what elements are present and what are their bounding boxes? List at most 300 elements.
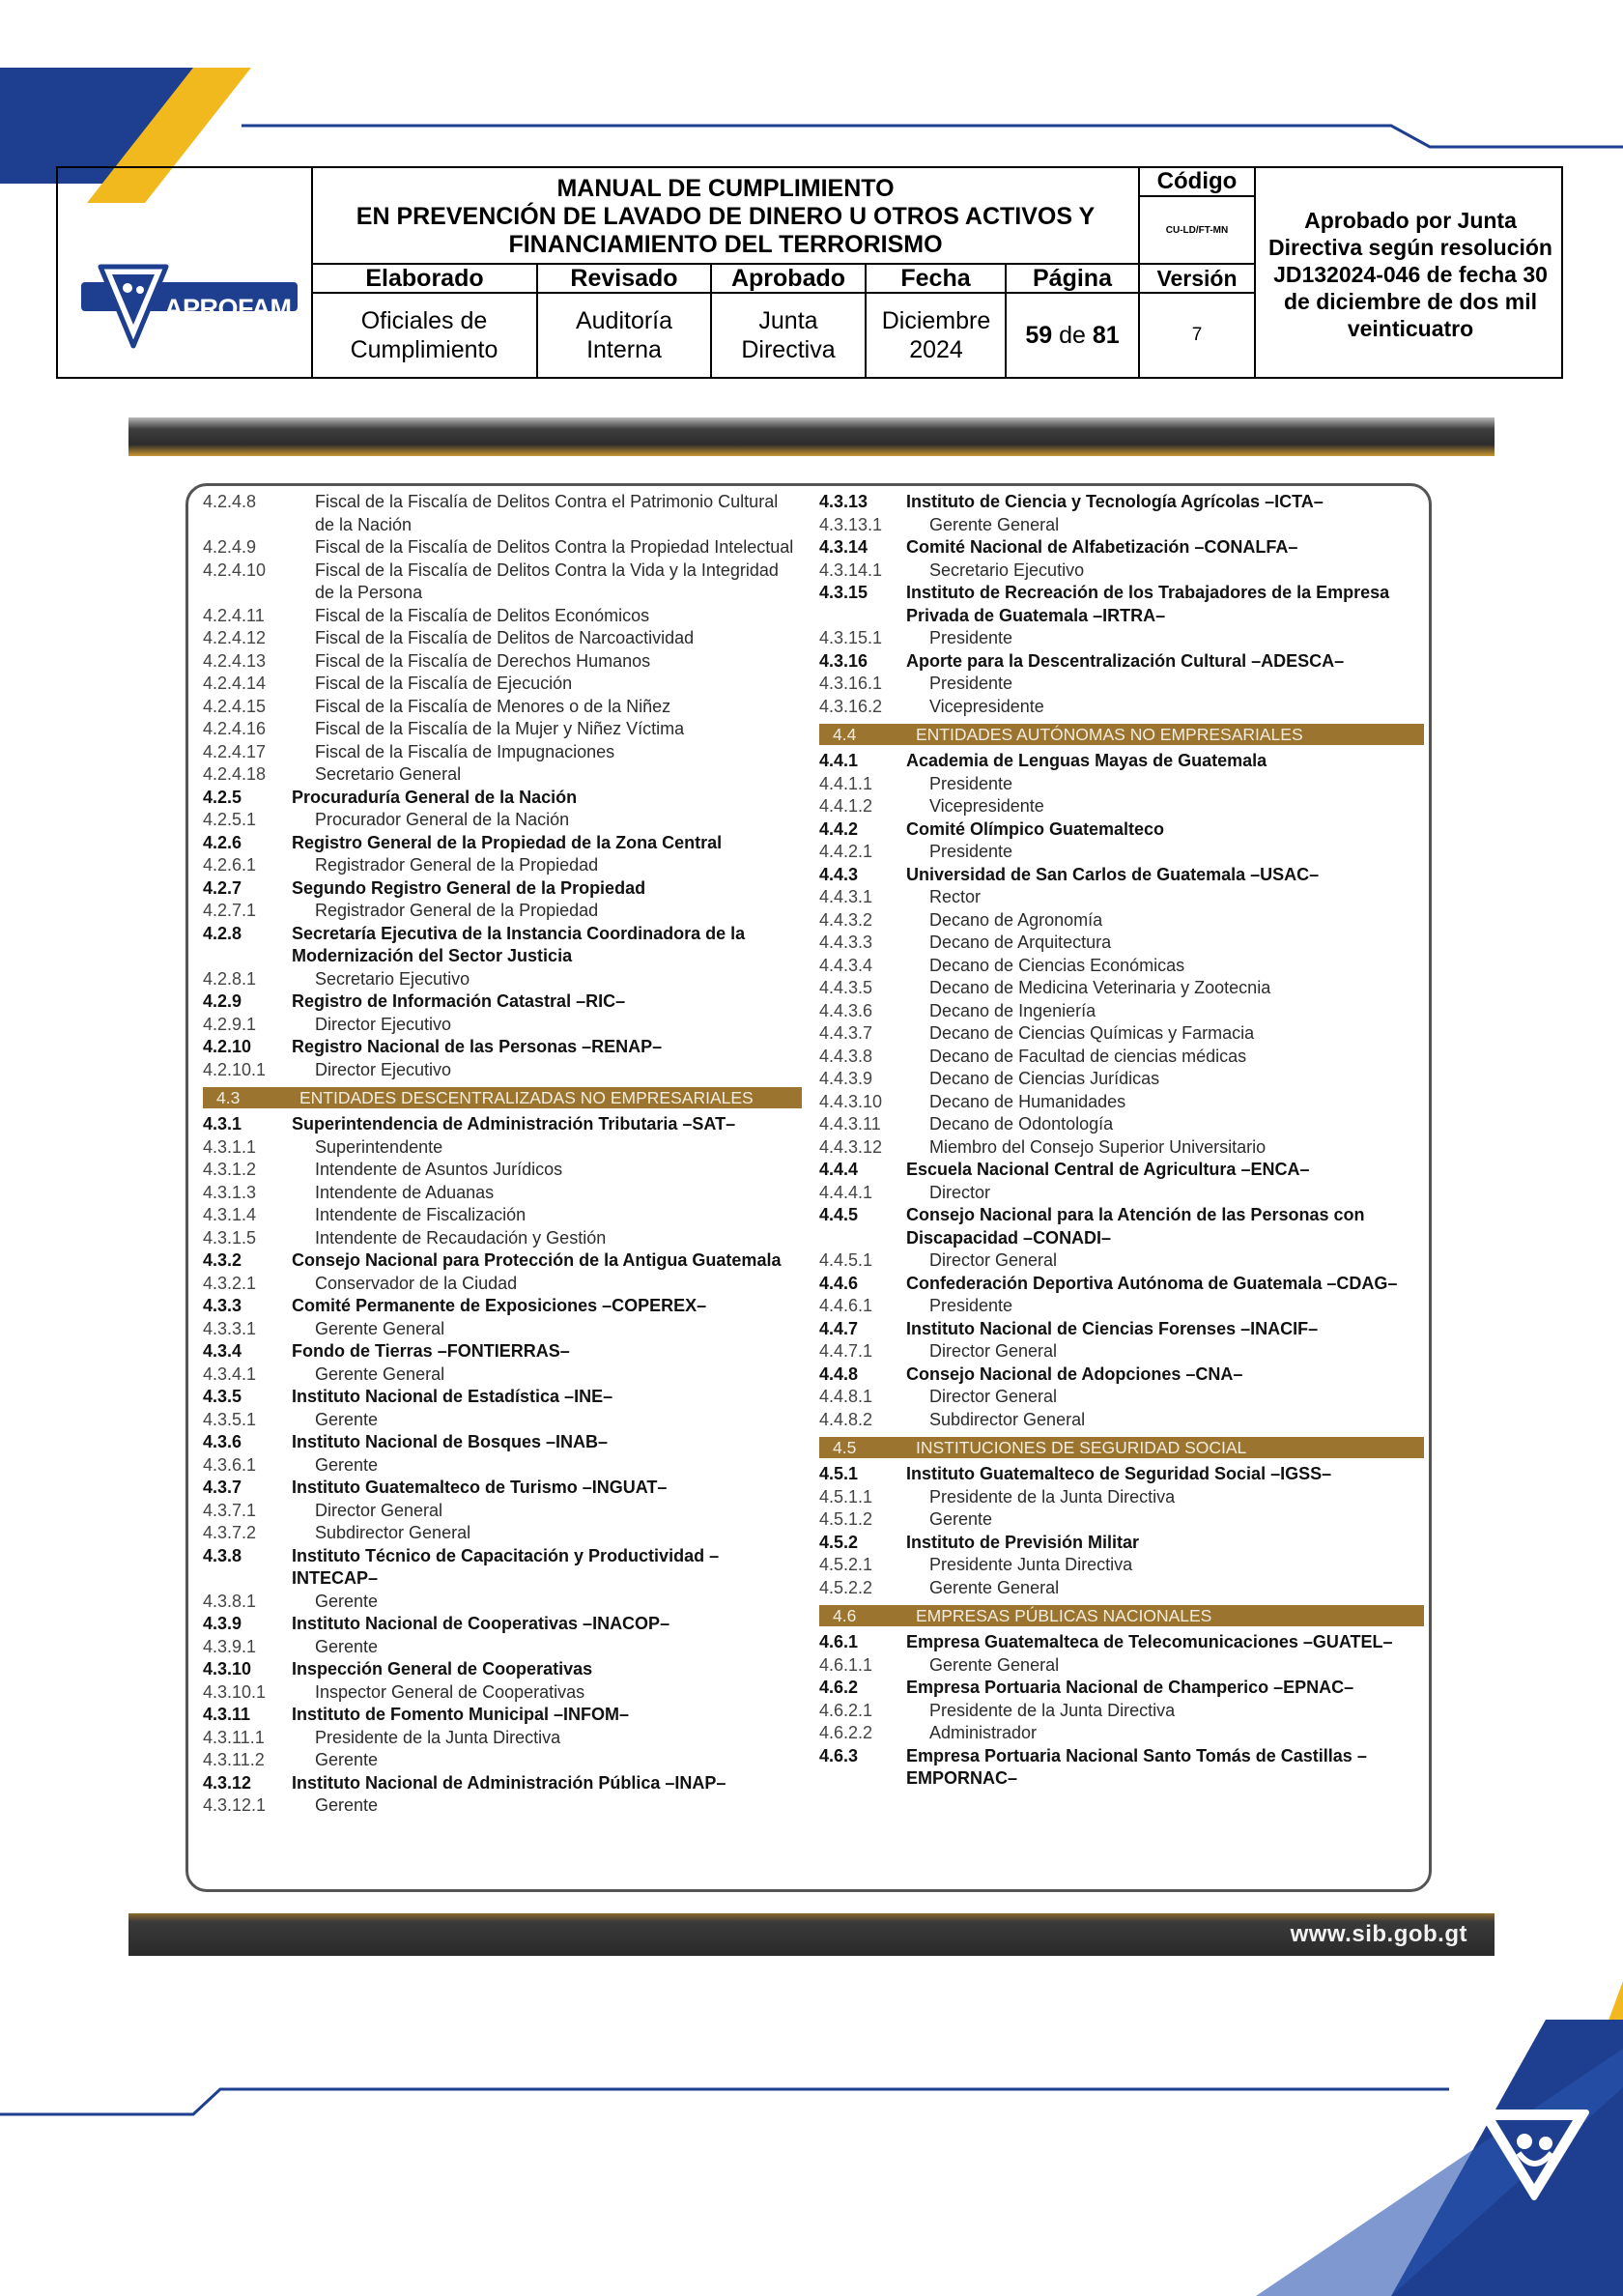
document-header-table — [56, 166, 1563, 379]
bottom-rule-line — [0, 2089, 1449, 2114]
item-number: 4.4.3.10 — [819, 1091, 883, 1111]
item-number: 4.3.15 — [819, 583, 868, 602]
position-item — [203, 1204, 802, 1227]
item-number: 4.4.8.2 — [819, 1409, 873, 1429]
position-item — [819, 773, 1424, 796]
item-number: 4.3.13 — [819, 492, 868, 511]
item-number: 4.2.7.1 — [203, 901, 257, 920]
item-number: 4.5.1.2 — [819, 1509, 873, 1529]
col-revisado-label: Revisado — [570, 264, 678, 292]
entity-item — [819, 818, 1424, 842]
position-item — [819, 1113, 1424, 1136]
item-number: 4.4.7 — [819, 1318, 859, 1338]
item-text: Escuela Nacional Central de Agricultura –ENCA– — [906, 1160, 1310, 1179]
item-number: 4.3.15.1 — [819, 628, 883, 647]
title-line-2: EN PREVENCIÓN DE LAVADO DE DINERO U OTROS ACTIVOS Y — [356, 202, 1096, 230]
item-number: 4.2.10 — [203, 1037, 252, 1056]
aprofam-emblem-icon — [1476, 2107, 1592, 2203]
item-number: 4.2.5.1 — [203, 810, 257, 829]
item-number: 4.3.12 — [203, 1772, 252, 1793]
position-item — [819, 1091, 1424, 1114]
item-text: Gerente General — [929, 514, 1060, 534]
item-number: 4.3.11 — [203, 1705, 251, 1724]
item-number: 4.4.1.2 — [819, 796, 873, 816]
position-item — [819, 627, 1424, 650]
item-text: Decano de Ciencias Jurídicas — [929, 1069, 1160, 1088]
item-text: Empresa Guatemalteca de Telecomunicaciones –GUATEL– — [906, 1632, 1393, 1651]
position-item — [203, 763, 802, 787]
item-text: Procurador General de la Nación — [315, 810, 570, 829]
item-number: 4.3.9.1 — [203, 1636, 257, 1656]
position-item — [819, 1486, 1424, 1509]
position-item — [819, 932, 1424, 955]
item-text: Secretario Ejecutivo — [929, 560, 1085, 580]
item-text: Empresa Portuaria Nacional de Champerico –EPNAC– — [906, 1678, 1354, 1697]
entity-item — [203, 1249, 802, 1273]
item-text: Instituto Guatemalteco de Turismo –INGUAT– — [292, 1478, 668, 1497]
item-number: 4.4.3.5 — [819, 978, 873, 997]
entity-item — [819, 650, 1424, 674]
title-line-3: FINANCIAMIENTO DEL TERRORISMO — [508, 230, 943, 258]
item-text: Segundo Registro General de la Propiedad — [292, 877, 646, 898]
manual-title — [313, 170, 1138, 263]
col-revisado-value: Auditoría Interna — [575, 307, 673, 363]
item-text: Subdirector General — [929, 1409, 1086, 1429]
approval-note: Aprobado por Junta Directiva según resolución JD132024-046 de fecha 30 de diciembre de dos mil veinticuatro — [1268, 208, 1552, 341]
entity-item — [819, 1532, 1424, 1555]
item-text: Presidente — [929, 1296, 1013, 1315]
position-item — [203, 1500, 802, 1523]
position-item — [819, 977, 1424, 1000]
position-item — [203, 1227, 802, 1250]
section-header — [819, 1605, 1424, 1626]
section-number: 4.4 — [833, 725, 857, 744]
section-title: INSTITUCIONES DE SEGURIDAD SOCIAL — [916, 1438, 1247, 1457]
item-number: 4.4.3.4 — [819, 955, 873, 975]
item-number: 4.4.3.8 — [819, 1046, 873, 1066]
item-text: Decano de Arquitectura — [929, 933, 1112, 952]
item-text: Consejo Nacional de Adopciones –CNA– — [906, 1363, 1243, 1384]
item-text: Intendente de Aduanas — [315, 1182, 495, 1202]
item-text: Presidente — [929, 674, 1013, 693]
item-text: Academia de Lenguas Mayas de Guatemala — [906, 751, 1267, 770]
item-text: Intendente de Recaudación y Gestión — [315, 1227, 607, 1248]
section-header — [819, 1437, 1424, 1458]
item-number: 4.4.5.1 — [819, 1250, 873, 1270]
item-text: Fiscal de la Fiscalía de Delitos Contra el Patrimonio Cultural de la Nación — [315, 492, 779, 534]
item-text: Instituto de Previsión Militar — [906, 1532, 1140, 1552]
item-text: Vicepresidente — [929, 796, 1044, 816]
item-number: 4.4.3.7 — [819, 1023, 873, 1043]
item-number: 4.2.6 — [203, 832, 242, 852]
item-text: Empresa Portuaria Nacional Santo Tomás de Castillas –EMPORNAC– — [906, 1745, 1367, 1788]
position-item — [819, 1508, 1424, 1532]
item-number: 4.6.1 — [819, 1632, 859, 1651]
item-number: 4.3.1.1 — [203, 1136, 257, 1157]
item-text: Presidente — [929, 842, 1013, 861]
top-rule-line — [242, 126, 1623, 147]
item-number: 4.3.9 — [203, 1614, 242, 1633]
item-text: Fiscal de la Fiscalía de Delitos Contra la Propiedad Intelectual — [315, 537, 794, 557]
left-column — [203, 491, 802, 1818]
position-item — [819, 1068, 1424, 1091]
item-text: Subdirector General — [315, 1523, 471, 1542]
entity-item — [203, 1386, 802, 1409]
page-total: 81 — [1092, 322, 1120, 349]
item-text: Director Ejecutivo — [315, 1059, 452, 1079]
item-number: 4.3.4.1 — [203, 1363, 257, 1384]
item-text: Gerente — [315, 1409, 379, 1429]
item-number: 4.4.1.1 — [819, 773, 873, 793]
position-item — [819, 886, 1424, 909]
item-number: 4.5.2 — [819, 1532, 859, 1552]
item-number: 4.3.1.3 — [203, 1182, 257, 1202]
position-item — [819, 1577, 1424, 1600]
item-number: 4.4.3 — [819, 864, 859, 884]
item-number: 4.3.8.1 — [203, 1591, 257, 1611]
entity-item — [819, 1204, 1424, 1249]
item-number: 4.3.3 — [203, 1296, 242, 1315]
section-title: ENTIDADES AUTÓNOMAS NO EMPRESARIALES — [916, 725, 1303, 744]
item-number: 4.2.10.1 — [203, 1059, 267, 1079]
aprofam-logo — [73, 261, 305, 354]
position-item — [819, 1409, 1424, 1432]
item-number: 4.2.4.13 — [203, 650, 267, 671]
item-number: 4.3.2.1 — [203, 1273, 257, 1293]
position-item — [203, 1749, 802, 1772]
item-number: 4.6.2.1 — [819, 1700, 873, 1720]
item-number: 4.2.4.14 — [203, 674, 267, 693]
item-number: 4.3.10.1 — [203, 1681, 267, 1702]
item-text: Administrador — [929, 1723, 1038, 1742]
position-item — [203, 1522, 802, 1545]
position-item — [203, 560, 802, 605]
item-number: 4.2.4.15 — [203, 696, 267, 716]
item-text: Comité Olímpico Guatemalteco — [906, 818, 1165, 839]
item-text: Registrador General de la Propiedad — [315, 855, 599, 875]
position-item — [203, 809, 802, 832]
item-text: Fondo de Tierras –FONTIERRAS– — [292, 1341, 570, 1361]
position-item — [203, 673, 802, 696]
item-number: 4.3.14.1 — [819, 560, 883, 580]
position-item — [819, 673, 1424, 696]
position-item — [819, 1182, 1424, 1205]
item-text: Decano de Odontología — [929, 1114, 1114, 1134]
position-item — [819, 1386, 1424, 1409]
position-item — [203, 718, 802, 741]
entity-item — [819, 1745, 1424, 1791]
item-number: 4.2.4.12 — [203, 628, 267, 647]
item-text: Instituto Nacional de Ciencias Forenses –INACIF– — [906, 1318, 1319, 1338]
item-number: 4.5.2.2 — [819, 1577, 873, 1597]
entity-item — [819, 1631, 1424, 1654]
item-text: Gerente General — [315, 1318, 445, 1338]
item-text: Universidad de San Carlos de Guatemala –USAC– — [906, 864, 1320, 884]
position-item — [203, 1591, 802, 1614]
item-number: 4.3.8 — [203, 1545, 242, 1565]
entity-item — [203, 877, 802, 901]
item-number: 4.3.7.2 — [203, 1523, 257, 1542]
item-text: Instituto Nacional de Administración Pública –INAP– — [292, 1772, 726, 1793]
item-number: 4.5.1.1 — [819, 1486, 873, 1507]
item-number: 4.6.3 — [819, 1745, 859, 1765]
item-number: 4.2.4.8 — [203, 492, 257, 511]
item-text: Presidente — [929, 628, 1013, 647]
section-number: 4.3 — [216, 1088, 241, 1107]
entity-item — [819, 1159, 1424, 1182]
item-number: 4.4.2.1 — [819, 842, 873, 861]
item-text: Fiscal de la Fiscalía de la Mujer y Niñez Víctima — [315, 719, 685, 738]
item-text: Registro General de la Propiedad de la Zona Central — [292, 832, 723, 852]
section-header — [819, 724, 1424, 745]
item-text: Director General — [929, 1250, 1058, 1270]
item-number: 4.3.11.2 — [203, 1750, 265, 1769]
item-number: 4.4.8.1 — [819, 1387, 873, 1406]
item-text: Miembro del Consejo Superior Universitario — [929, 1136, 1267, 1157]
item-number: 4.6.2 — [819, 1678, 859, 1697]
item-text: Gerente — [315, 1750, 379, 1769]
col-fecha-value: Diciembre 2024 — [881, 307, 991, 363]
col-elaborado-label: Elaborado — [365, 264, 484, 292]
position-item — [203, 536, 802, 560]
item-text: Decano de Ingeniería — [929, 1000, 1096, 1020]
item-text: Registro Nacional de las Personas –RENAP– — [292, 1037, 663, 1056]
position-item — [203, 968, 802, 991]
item-text: Decano de Ciencias Económicas — [929, 955, 1185, 975]
item-text: Decano de Ciencias Químicas y Farmacia — [929, 1023, 1255, 1043]
item-text: Presidente de la Junta Directiva — [315, 1727, 561, 1747]
item-number: 4.4.4 — [819, 1160, 859, 1179]
item-number: 4.3.16.1 — [819, 674, 883, 693]
item-text: Instituto Nacional de Bosques –INAB– — [292, 1432, 609, 1451]
item-text: Intendente de Fiscalización — [315, 1205, 527, 1224]
position-item — [819, 1046, 1424, 1069]
item-number: 4.3.6.1 — [203, 1454, 257, 1475]
position-item — [203, 900, 802, 923]
entity-item — [819, 1363, 1424, 1387]
item-text: Fiscal de la Fiscalía de Delitos Contra la Vida y la Integridad de la Persona — [315, 560, 779, 602]
position-item — [819, 1136, 1424, 1160]
entity-item — [203, 1613, 802, 1636]
item-number: 4.3.3.1 — [203, 1318, 257, 1338]
item-text: Comité Nacional de Alfabetización –CONALFA– — [906, 537, 1298, 557]
item-number: 4.3.7 — [203, 1478, 242, 1497]
item-text: Director General — [929, 1387, 1058, 1406]
item-number: 4.2.4.10 — [203, 560, 267, 580]
position-item — [203, 696, 802, 719]
item-number: 4.3.11.1 — [203, 1727, 265, 1747]
item-text: Presidente Junta Directiva — [929, 1555, 1133, 1574]
item-text: Fiscal de la Fiscalía de Ejecución — [315, 674, 573, 693]
version-value: 7 — [1191, 325, 1203, 345]
item-number: 4.2.9 — [203, 991, 242, 1011]
item-number: 4.2.5 — [203, 787, 242, 807]
item-number: 4.5.2.1 — [819, 1555, 873, 1574]
item-text: Gerente — [929, 1509, 993, 1529]
item-text: Rector — [929, 887, 982, 906]
item-number: 4.2.4.9 — [203, 537, 257, 557]
item-text: Gerente — [315, 1454, 379, 1475]
title-line-1: MANUAL DE CUMPLIMIENTO — [556, 174, 895, 202]
item-text: Presidente de la Junta Directiva — [929, 1486, 1176, 1507]
position-item — [819, 909, 1424, 933]
entity-item — [819, 1463, 1424, 1486]
position-item — [819, 560, 1424, 583]
item-number: 4.3.14 — [819, 537, 868, 557]
item-number: 4.5.1 — [819, 1464, 859, 1483]
page-number — [1007, 294, 1138, 377]
item-text: Gerente General — [929, 1577, 1060, 1597]
item-number: 4.2.4.17 — [203, 741, 267, 761]
item-text: Inspección General de Cooperativas — [292, 1659, 593, 1679]
position-item — [203, 650, 802, 674]
item-number: 4.2.4.11 — [203, 605, 265, 625]
entity-item — [203, 1545, 802, 1591]
item-number: 4.4.3.9 — [819, 1069, 873, 1088]
item-text: Registro de Información Catastral –RIC– — [292, 991, 626, 1011]
entity-item — [203, 1658, 802, 1681]
position-item — [203, 1136, 802, 1160]
item-number: 4.4.6.1 — [819, 1296, 873, 1315]
item-number: 4.4.3.3 — [819, 933, 873, 952]
item-number: 4.3.1.2 — [203, 1160, 257, 1179]
entity-item — [819, 1273, 1424, 1296]
item-text: Director Ejecutivo — [315, 1014, 452, 1034]
sib-website: www.sib.gob.gt — [1290, 1921, 1467, 1947]
entity-item — [203, 1704, 802, 1727]
item-number: 4.4.7.1 — [819, 1341, 873, 1361]
item-number: 4.2.4.18 — [203, 764, 267, 784]
entity-item — [819, 536, 1424, 560]
page-of: de — [1059, 322, 1086, 349]
col-fecha-label: Fecha — [900, 264, 971, 292]
position-item — [819, 696, 1424, 719]
position-item — [203, 1182, 802, 1205]
item-text: Instituto Técnico de Capacitación y Productividad –INTECAP– — [292, 1545, 720, 1588]
entity-item — [819, 582, 1424, 627]
position-item — [819, 1654, 1424, 1678]
item-number: 4.3.12.1 — [203, 1795, 267, 1815]
item-text: Director General — [929, 1341, 1058, 1361]
item-text: Fiscal de la Fiscalía de Derechos Humanos — [315, 650, 651, 671]
codigo-value: CU-LD/FT-MN — [1165, 224, 1229, 236]
item-text: Superintendente — [315, 1136, 443, 1157]
section-number: 4.5 — [833, 1438, 857, 1457]
item-number: 4.4.1 — [819, 751, 859, 770]
entity-item — [203, 1340, 802, 1363]
item-text: Consejo Nacional para la Atención de las Personas con Discapacidad –CONADI– — [906, 1205, 1365, 1248]
position-item — [819, 1554, 1424, 1577]
position-item — [819, 1340, 1424, 1363]
item-number: 4.4.3.2 — [819, 909, 873, 930]
item-number: 4.3.7.1 — [203, 1500, 257, 1520]
item-number: 4.3.5 — [203, 1387, 242, 1406]
position-item — [819, 1722, 1424, 1745]
right-column — [819, 491, 1424, 1791]
item-number: 4.3.1.5 — [203, 1227, 257, 1248]
page-current: 59 — [1025, 322, 1053, 349]
item-text: Gerente — [315, 1795, 379, 1815]
col-elaborado-value: Oficiales de Cumplimiento — [350, 307, 498, 363]
item-text: Fiscal de la Fiscalía de Delitos de Narcoactividad — [315, 628, 695, 647]
entity-item — [819, 750, 1424, 773]
col-aprobado-value: Junta Directiva — [741, 307, 836, 363]
item-text: Decano de Agronomía — [929, 909, 1103, 930]
position-item — [203, 854, 802, 877]
item-text: Intendente de Asuntos Jurídicos — [315, 1160, 563, 1179]
item-number: 4.2.8 — [203, 923, 242, 943]
item-number: 4.4.3.1 — [819, 887, 873, 906]
item-number: 4.4.3.12 — [819, 1136, 883, 1157]
item-text: Gerente — [315, 1636, 379, 1656]
item-number: 4.3.5.1 — [203, 1409, 257, 1429]
position-item — [203, 1363, 802, 1387]
item-number: 4.3.4 — [203, 1341, 242, 1361]
item-number: 4.4.4.1 — [819, 1182, 873, 1202]
entity-item — [203, 1772, 802, 1795]
entity-item — [819, 491, 1424, 514]
item-text: Director — [929, 1182, 991, 1202]
item-number: 4.3.13.1 — [819, 514, 883, 534]
item-text: Instituto de Fomento Municipal –INFOM– — [292, 1705, 629, 1724]
item-number: 4.3.6 — [203, 1432, 242, 1451]
item-number: 4.2.6.1 — [203, 855, 257, 875]
item-text: Instituto Guatemalteco de Seguridad Social –IGSS– — [906, 1464, 1332, 1483]
panel-bottom-bar — [128, 1913, 1495, 1956]
item-number: 4.4.6 — [819, 1273, 859, 1293]
position-item — [203, 1636, 802, 1659]
col-pagina-label: Página — [1033, 264, 1112, 292]
entity-item — [203, 1477, 802, 1500]
entity-item — [819, 864, 1424, 887]
position-item — [203, 1727, 802, 1750]
item-text: Decano de Humanidades — [929, 1091, 1126, 1111]
position-item — [203, 1059, 802, 1082]
position-item — [203, 1159, 802, 1182]
item-number: 4.3.16.2 — [819, 696, 883, 716]
col-version-label: Versión — [1156, 265, 1238, 291]
item-text: Decano de Facultad de ciencias médicas — [929, 1046, 1247, 1066]
item-text: Presidente de la Junta Directiva — [929, 1700, 1176, 1720]
entity-item — [819, 1318, 1424, 1341]
position-item — [203, 1014, 802, 1037]
codigo-label: Código — [1156, 168, 1238, 194]
position-item — [819, 1022, 1424, 1046]
entity-item — [203, 923, 802, 968]
position-item — [819, 841, 1424, 864]
entity-item — [203, 1431, 802, 1454]
position-item — [819, 1295, 1424, 1318]
item-number: 4.6.1.1 — [819, 1654, 873, 1675]
position-item — [819, 514, 1424, 537]
aprofam-logo-text: APROFAM — [164, 294, 292, 323]
section-number: 4.6 — [833, 1606, 857, 1625]
item-number: 4.4.8 — [819, 1363, 859, 1384]
item-text: Secretaría Ejecutiva de la Instancia Coordinadora de la Modernización del Sector Justicia — [292, 923, 746, 965]
item-text: Fiscal de la Fiscalía de Impugnaciones — [315, 741, 615, 761]
item-text: Superintendencia de Administración Tributaria –SAT– — [292, 1114, 736, 1134]
item-number: 4.2.7 — [203, 877, 242, 898]
position-item — [203, 1681, 802, 1705]
item-number: 4.3.1 — [203, 1114, 242, 1134]
position-item — [203, 1409, 802, 1432]
item-text: Secretario Ejecutivo — [315, 968, 470, 989]
item-number: 4.2.8.1 — [203, 968, 257, 989]
entity-item — [819, 1677, 1424, 1700]
position-item — [203, 1273, 802, 1296]
item-text: Gerente — [315, 1591, 379, 1611]
position-item — [203, 1318, 802, 1341]
